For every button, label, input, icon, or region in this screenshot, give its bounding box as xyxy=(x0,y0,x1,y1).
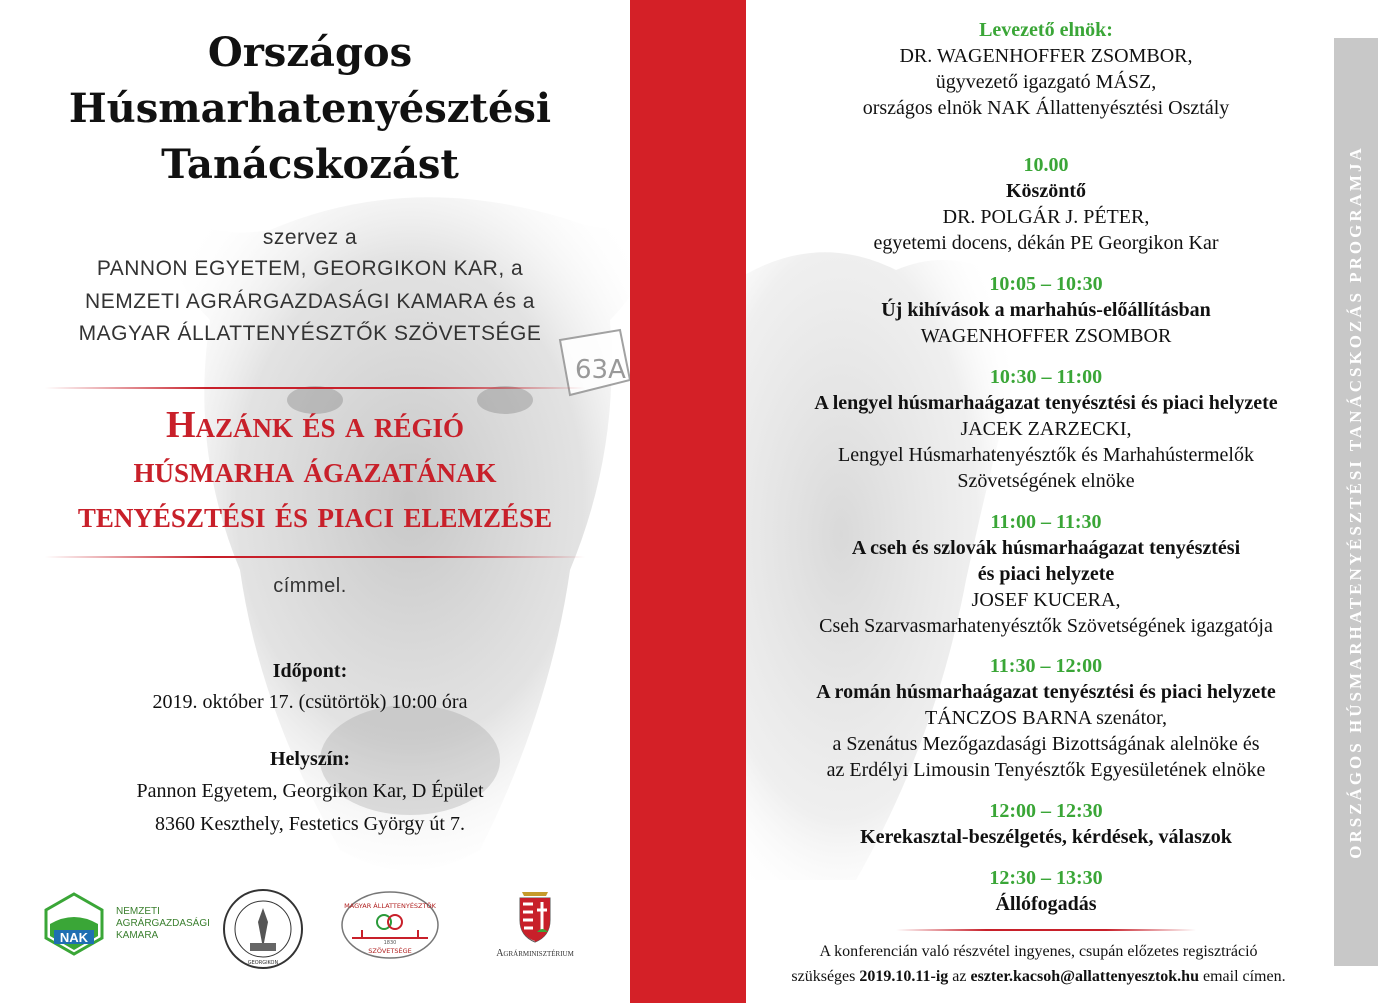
headline-line-3: tenyésztési és piaci elemzése xyxy=(77,494,553,536)
cow-ear-tag-text: 63A xyxy=(575,355,626,385)
title-suffix: címmel. xyxy=(273,575,347,597)
venue-line-2: 8360 Keszthely, Festetics György út 7. xyxy=(155,813,465,835)
headline-line-2: húsmarha ágazatának xyxy=(133,449,497,491)
headline-line-1: Hazánk és a régió xyxy=(165,404,465,446)
venue-line-1: Pannon Egyetem, Georgikon Kar, D Épület xyxy=(136,780,484,802)
date-label: Időpont: xyxy=(272,660,348,682)
organizer-line-1: PANNON EGYETEM, GEORGIKON KAR, a xyxy=(96,257,524,280)
program-time: 12:30 – 13:30 xyxy=(989,867,1103,889)
registration-line-1: A konferencián való részvétel ingyenes, csupán előzetes regisztráció xyxy=(819,943,1258,960)
program-speaker: TÁNCZOS BARNA szenátor, xyxy=(925,707,1167,729)
program-time: 10:05 – 10:30 xyxy=(989,273,1103,295)
masz-year-text: 1830 xyxy=(383,940,397,946)
chair-line-3: országos elnök NAK Állattenyésztési Osztály xyxy=(862,97,1230,119)
nak-abbr-text: NAK xyxy=(59,930,89,945)
program-speaker: JACEK ZARZECKI, xyxy=(960,418,1132,440)
registration-post: email címen. xyxy=(1202,968,1286,985)
program-title: A lengyel húsmarhaágazat tenyésztési és piaci helyzete xyxy=(814,392,1278,414)
program-speaker-role: Cseh Szarvasmarhatenyésztők Szövetségének igazgatója xyxy=(819,615,1273,637)
organizer-line-2: NEMZETI AGRÁRGAZDASÁGI KAMARA és a xyxy=(85,290,535,313)
program-item-6 xyxy=(746,798,1346,850)
program-item-7 xyxy=(746,865,1346,917)
organizer-line-3: MAGYAR ÁLLATTENYÉSZTŐK SZÖVETSÉGE xyxy=(78,322,542,345)
program-item-2 xyxy=(746,271,1346,349)
program-speaker-role: az Erdélyi Limousin Tenyésztők Egyesületének elnöke xyxy=(826,759,1266,781)
masz-bottom-text: SZÖVETSÉGE xyxy=(368,947,412,955)
title-line-2: Húsmarhatenyésztési xyxy=(68,85,552,132)
program-speaker-role: egyetemi docens, dékán PE Georgikon Kar xyxy=(873,232,1219,254)
footer-divider xyxy=(896,929,1196,931)
chair-block xyxy=(746,17,1346,121)
program-speaker-role: Lengyel Húsmarhatenyésztők és Marhahústermelők xyxy=(838,444,1254,466)
title-line-1: Országos xyxy=(207,29,413,76)
program-right-panel xyxy=(746,0,1381,1003)
program-title: Állófogadás xyxy=(995,893,1097,915)
nak-text-line-2: AGRÁRGAZDASÁGI xyxy=(116,918,210,929)
title-line-3: Tanácskozást xyxy=(161,141,459,188)
date-value: 2019. október 17. (csütörtök) 10:00 óra xyxy=(152,691,468,713)
masz-top-text: MAGYAR ÁLLATTENYÉSZTŐK xyxy=(344,902,436,910)
program-time: 12:00 – 12:30 xyxy=(989,800,1103,822)
georgikon-seal-text: GEORGIKON xyxy=(247,960,279,966)
registration-line-2 xyxy=(746,964,1331,989)
program-speaker: DR. POLGÁR J. PÉTER, xyxy=(942,206,1150,228)
program-title: Kerekasztal-beszélgetés, kérdések, válaszok xyxy=(860,826,1232,848)
headline-top-divider xyxy=(45,387,585,389)
registration-mid: az xyxy=(952,968,967,985)
vertical-title-text: ORSZÁGOS HÚSMARHATENYÉSZTÉSI TANÁCSKOZÁS PROGRAMJA xyxy=(1346,145,1365,859)
organizer-intro: szervez a xyxy=(262,226,358,249)
program-item-3 xyxy=(746,364,1346,494)
invitation-left-panel xyxy=(0,0,630,1003)
program-title: Új kihívások a marhahús-előállításban xyxy=(881,299,1211,321)
ministry-logo xyxy=(470,886,600,966)
event-title xyxy=(0,25,620,193)
program-title: A román húsmarhaágazat tenyésztési és piaci helyzete xyxy=(816,681,1276,703)
registration-note xyxy=(746,939,1331,989)
program-item-5 xyxy=(746,653,1346,783)
red-divider-band xyxy=(630,0,746,1003)
venue-label: Helyszín: xyxy=(270,748,350,770)
chair-label: Levezető elnök: xyxy=(979,19,1113,41)
chair-line-2: ügyvezető igazgató MÁSZ, xyxy=(935,71,1157,93)
program-title-cont: és piaci helyzete xyxy=(977,563,1115,585)
program-time: 10.00 xyxy=(1023,154,1069,176)
program-speaker-role: Szövetségének elnöke xyxy=(957,470,1135,492)
program-item-4 xyxy=(746,509,1346,639)
program-speaker-role: a Szenátus Mezőgazdasági Bizottságának alelnöke és xyxy=(832,733,1260,755)
program-title: Köszöntő xyxy=(1006,180,1086,202)
program-time: 11:00 – 11:30 xyxy=(990,511,1102,533)
registration-deadline: 2019.10.11-ig xyxy=(859,968,949,985)
georgikon-seal-logo xyxy=(222,888,304,970)
program-time: 11:30 – 12:00 xyxy=(989,655,1103,677)
ministry-name: Agrárminisztérium xyxy=(496,948,574,959)
nak-logo xyxy=(42,892,217,956)
program-speaker: JOSEF KUCERA, xyxy=(971,589,1121,611)
program-item-1 xyxy=(746,152,1346,256)
nak-text-line-3: KAMARA xyxy=(116,930,159,941)
nak-text-line-1: NEMZETI xyxy=(116,906,160,917)
hungarian-crest-icon xyxy=(470,886,600,944)
program-time: 10:30 – 11:00 xyxy=(989,366,1103,388)
program-title: A cseh és szlovák húsmarhaágazat tenyésztési xyxy=(851,537,1241,559)
nak-emblem-icon xyxy=(42,892,106,956)
headline-bottom-divider xyxy=(45,556,585,558)
registration-email-link[interactable]: eszter.kacsoh@allattenyesztok.hu xyxy=(970,968,1199,985)
registration-pre: szükséges xyxy=(791,968,856,985)
masz-logo xyxy=(340,890,440,960)
program-speaker: WAGENHOFFER ZSOMBOR xyxy=(920,325,1172,347)
chair-line-1: DR. WAGENHOFFER ZSOMBOR, xyxy=(899,45,1193,67)
